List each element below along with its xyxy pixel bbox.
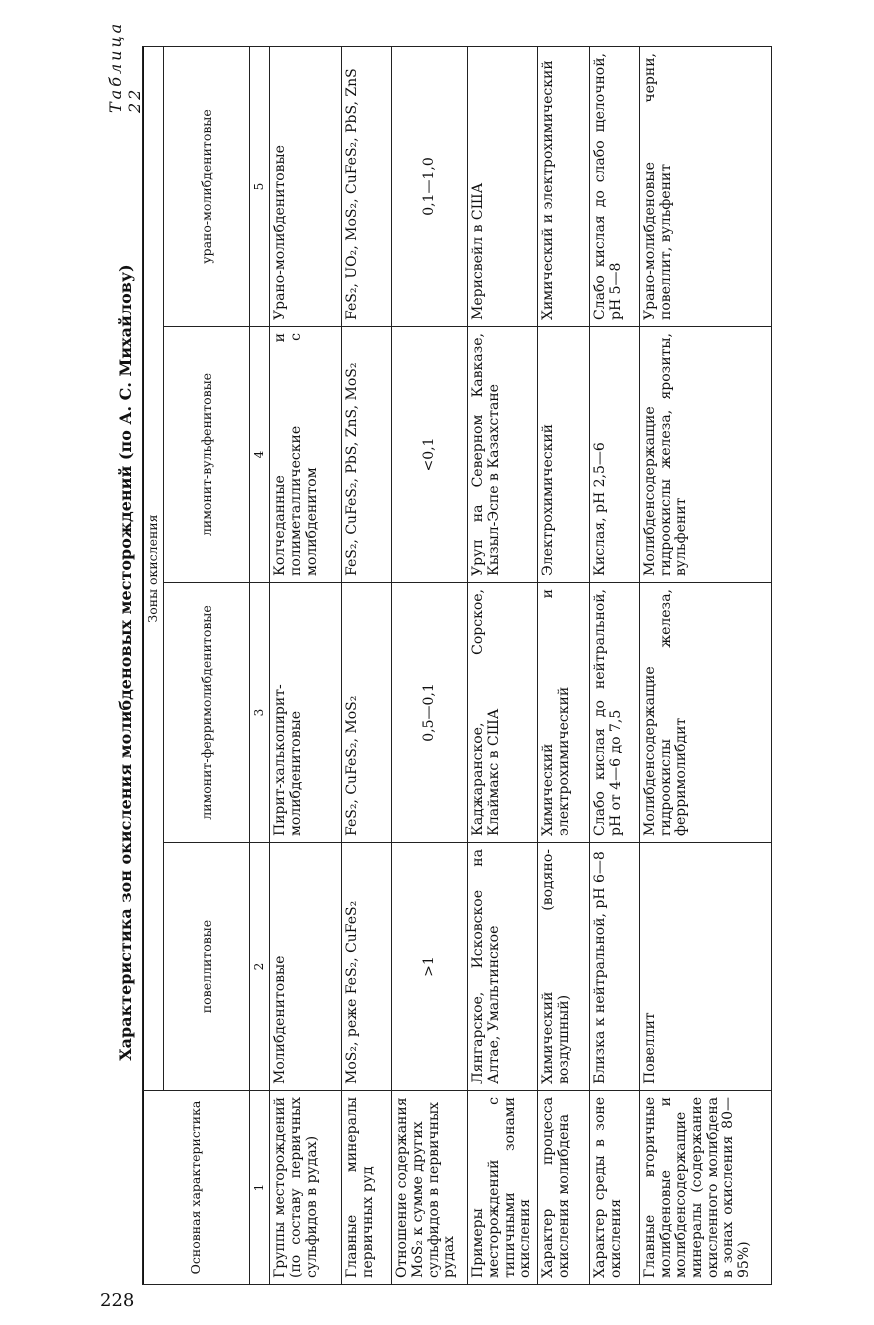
table-title: Характеристика зон окисления молибденовых месторождений (по А. С. Михайлову) bbox=[116, 264, 135, 1061]
header-zone: лимонит-вульфенитовые bbox=[164, 327, 250, 583]
table-row bbox=[468, 47, 538, 1285]
table-cell: Молибденитовые bbox=[270, 843, 342, 1091]
table-cell: Химический и электрохимический bbox=[538, 583, 590, 843]
table-cell: <0,1 bbox=[392, 327, 468, 583]
table-row bbox=[590, 47, 640, 1285]
characteristics-table bbox=[142, 46, 772, 1285]
table-cell: Колчеданные и полиметаллические с молибденитом bbox=[270, 327, 342, 583]
header-zone: лимонит-ферримолибденитовые bbox=[164, 583, 250, 843]
table-cell: Электрохимический bbox=[538, 327, 590, 583]
row-label: Примеры месторождений с типичными зонами окисления bbox=[468, 1091, 538, 1285]
column-number: 2 bbox=[250, 843, 270, 1091]
table-cell: Близка к нейтральной, pH 6—8 bbox=[590, 843, 640, 1091]
table-row bbox=[392, 47, 468, 1285]
table-cell: Химический (водяно-воздушный) bbox=[538, 843, 590, 1091]
column-number: 4 bbox=[250, 327, 270, 583]
header-oxidation-zones: Зоны окисления bbox=[143, 47, 164, 1091]
column-number: 5 bbox=[250, 47, 270, 327]
table-cell: Урано-молибденитовые bbox=[270, 47, 342, 327]
table-cell: FeS₂, UO₂, MoS₂, CuFeS₂, PbS, ZnS bbox=[342, 47, 392, 327]
table-cell: Урано-молибденовые черни, повеллит, вульфенит bbox=[640, 47, 772, 327]
table-cell: Химический и электрохимический bbox=[538, 47, 590, 327]
table-cell: Повеллит bbox=[640, 843, 772, 1091]
table-cell: FeS₂, CuFeS₂, PbS, ZnS, MoS₂ bbox=[342, 327, 392, 583]
table-cell: Кислая, pH 2,5—6 bbox=[590, 327, 640, 583]
column-number: 1 bbox=[250, 1091, 270, 1285]
table-cell: Молибденсодержащие гидроокислы железа, ферримолибдит bbox=[640, 583, 772, 843]
page-number: 228 bbox=[100, 1290, 135, 1311]
header-zone: повеллитовые bbox=[164, 843, 250, 1091]
row-label: Главные вторичные молибденовые и молибденсодержащие минералы (содержание окисленного молибдена в зонах окисления 80—95%) bbox=[640, 1091, 772, 1285]
row-label: Характер процесса окисления молибдена bbox=[538, 1091, 590, 1285]
table-label: Таблица 22 bbox=[106, 20, 144, 113]
table-cell: Слабо кислая до нейтральной, pH от 4—6 до 7,5 bbox=[590, 583, 640, 843]
row-label: Главные минералы первичных руд bbox=[342, 1091, 392, 1285]
header-main-characteristic: Основная характеристика bbox=[143, 1091, 250, 1285]
table-cell: Слабо кислая до слабо щелочной, pH 5—8 bbox=[590, 47, 640, 327]
table-cell: MoS₂, реже FeS₂, CuFeS₂ bbox=[342, 843, 392, 1091]
table-cell: Молибденсодержащие гидроокислы железа, ярозиты, вульфенит bbox=[640, 327, 772, 583]
row-label: Отношение содержания MoS₂ к сумме других сульфидов в первичных рудах bbox=[392, 1091, 468, 1285]
table-cell: 0,5—0,1 bbox=[392, 583, 468, 843]
table-cell: Каджаранское, Сорское, Клаймакс в США bbox=[468, 583, 538, 843]
table-cell: Лянгарское, Исковское на Алтае, Умальтинское bbox=[468, 843, 538, 1091]
table-row bbox=[342, 47, 392, 1285]
row-label: Группы месторождений (по составу первичных сульфидов в рудах) bbox=[270, 1091, 342, 1285]
table-cell: Пирит-халькопирит-молибденитовые bbox=[270, 583, 342, 843]
row-label: Характер среды в зоне окисления bbox=[590, 1091, 640, 1285]
table-row bbox=[640, 47, 772, 1285]
table-cell: >1 bbox=[392, 843, 468, 1091]
table-cell: Мерисвейл в США bbox=[468, 47, 538, 327]
column-number: 3 bbox=[250, 583, 270, 843]
table-row bbox=[538, 47, 590, 1285]
table-cell: 0,1—1,0 bbox=[392, 47, 468, 327]
table-cell: Уруп на Северном Кавказе, Кызыл-Эспе в Казахстане bbox=[468, 327, 538, 583]
header-zone: урано-молибденитовые bbox=[164, 47, 250, 327]
table-row bbox=[270, 47, 342, 1285]
table-cell: FeS₂, CuFeS₂, MoS₂ bbox=[342, 583, 392, 843]
